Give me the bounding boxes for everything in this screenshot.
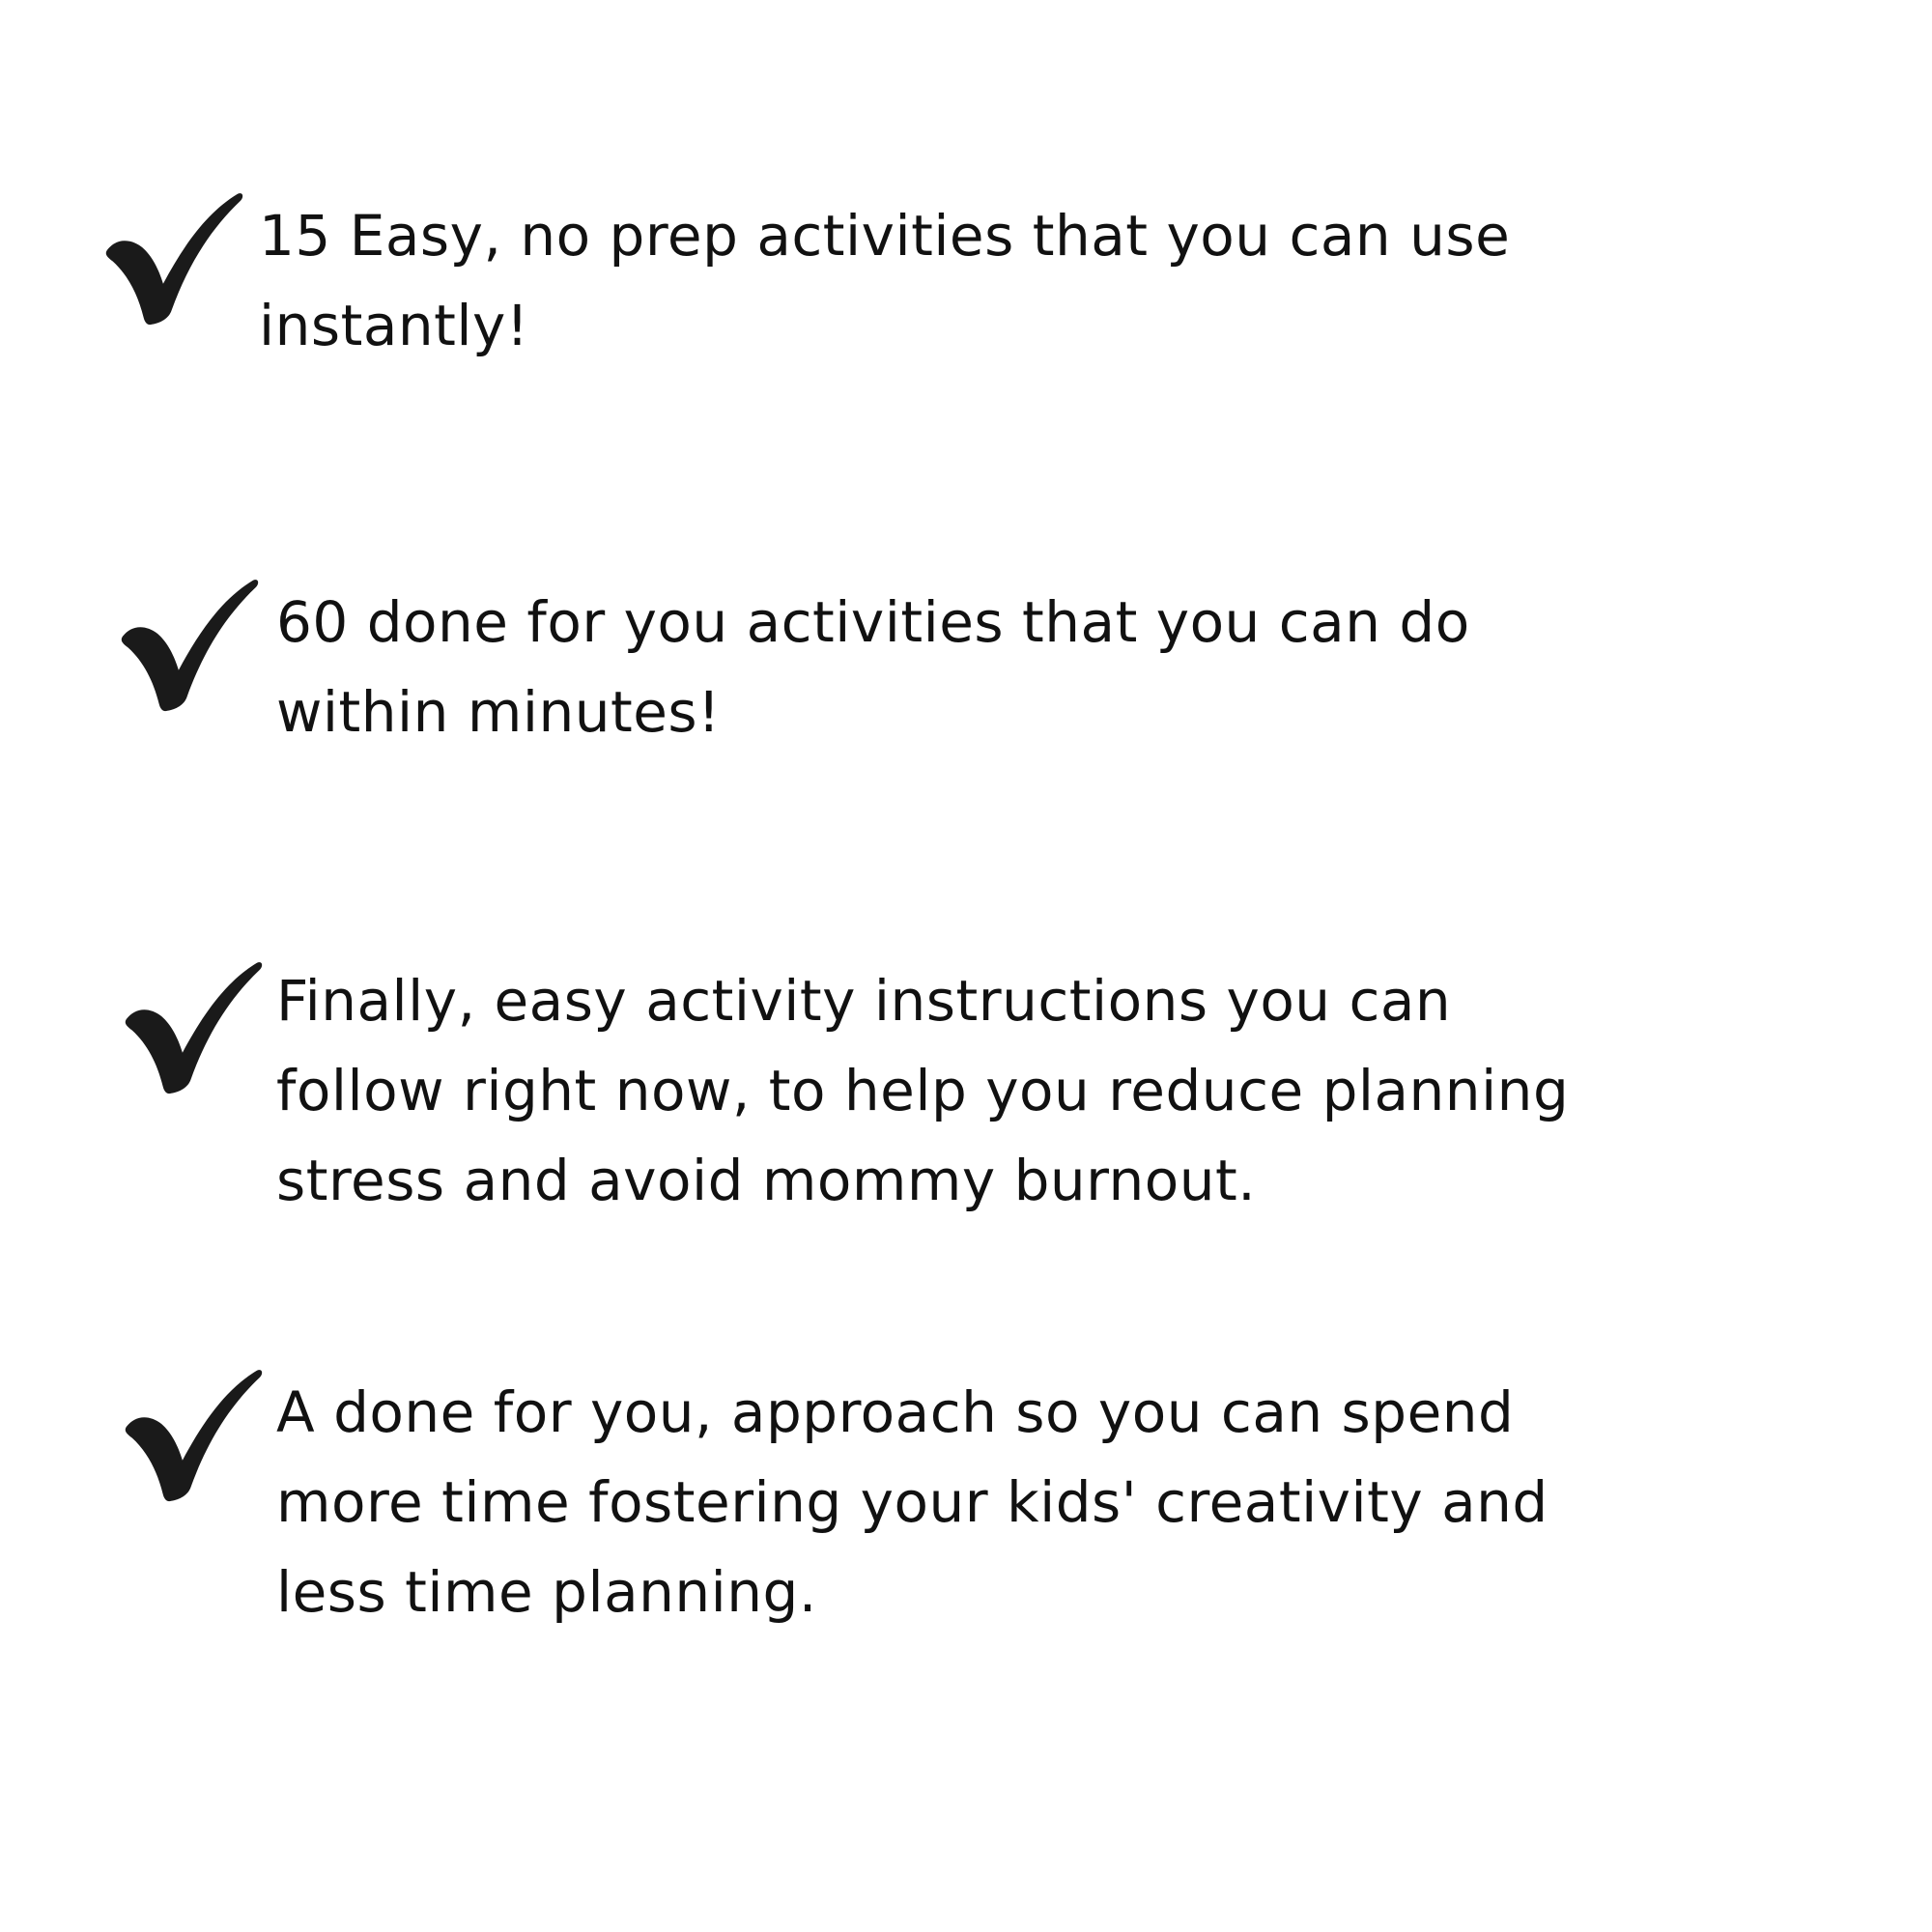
feature-item-4-line-3: less time planning.	[276, 1559, 817, 1625]
feature-item-4	[276, 1368, 1548, 1637]
feature-item-3-line-1: Finally, easy activity instructions you can	[276, 968, 1452, 1034]
feature-item-3-line-3: stress and avoid mommy burnout.	[276, 1148, 1257, 1213]
feature-item-1-line-1: 15 Easy, no prep activities that you can use	[259, 203, 1511, 269]
feature-item-1-line-2: instantly!	[259, 293, 529, 358]
feature-item-4-line-1: A done for you, approach so you can spend	[276, 1379, 1515, 1445]
feature-item-3	[276, 956, 1569, 1226]
feature-item-2-line-1: 60 done for you activities that you can do	[276, 589, 1470, 655]
checkmark-icon	[124, 1368, 264, 1508]
checkmark-icon	[120, 578, 260, 718]
checkmark-icon	[104, 191, 244, 331]
feature-item-1	[259, 191, 1510, 371]
feature-item-2-line-2: within minutes!	[276, 679, 721, 745]
feature-item-4-line-2: more time fostering your kids' creativity and	[276, 1469, 1548, 1535]
feature-item-3-line-2: follow right now, to help you reduce planning	[276, 1058, 1570, 1123]
checkmark-icon	[124, 960, 264, 1100]
feature-item-2	[276, 578, 1470, 757]
